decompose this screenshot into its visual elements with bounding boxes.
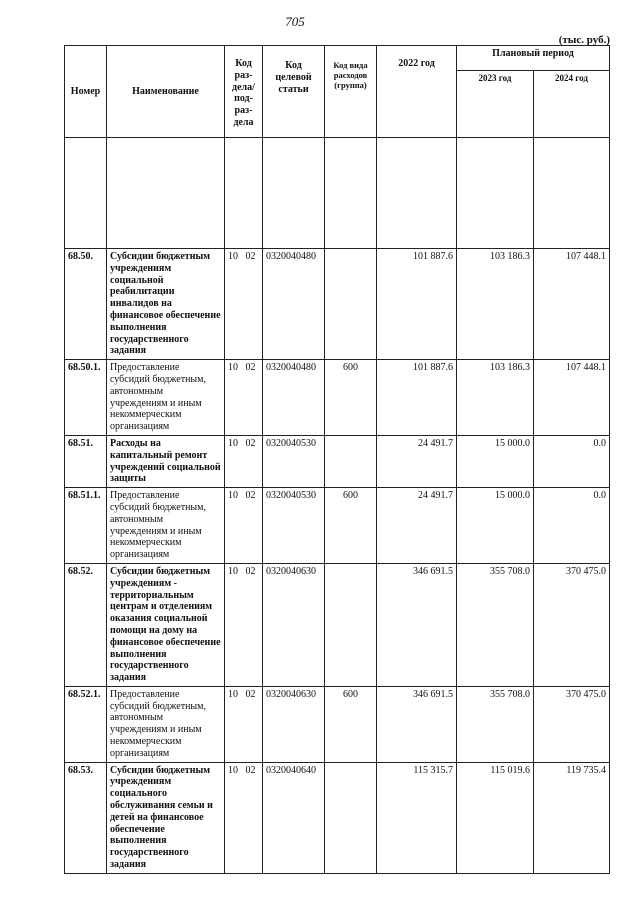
row-2022: 115 315.7 (377, 762, 457, 873)
section-code: 10 (228, 764, 238, 776)
header-target: Код целевой статьи (263, 46, 325, 138)
row-target-code: 0320040640 (263, 762, 325, 873)
row-2023: 355 708.0 (457, 686, 534, 762)
row-2022: 101 887.6 (377, 249, 457, 360)
row-2023: 103 186.3 (457, 249, 534, 360)
row-2023: 15 000.0 (457, 488, 534, 564)
header-number: Номер (65, 46, 107, 138)
table-row (65, 686, 610, 762)
subsection-code: 02 (245, 362, 256, 374)
row-2024: 107 448.1 (534, 249, 610, 360)
row-number: 68.51. (65, 435, 107, 487)
row-number: 68.52. (65, 563, 107, 686)
table-body (65, 249, 610, 874)
row-number: 68.50.1. (65, 360, 107, 436)
row-expense-code: 600 (325, 686, 377, 762)
row-expense-code (325, 762, 377, 873)
row-expense-code (325, 435, 377, 487)
table-row (65, 488, 610, 564)
subsection-code: 02 (245, 764, 256, 776)
row-2022: 101 887.6 (377, 360, 457, 436)
row-2023: 115 019.6 (457, 762, 534, 873)
table-row (65, 762, 610, 873)
row-expense-code: 600 (325, 360, 377, 436)
row-target-code: 0320040630 (263, 686, 325, 762)
row-2024: 0.0 (534, 488, 610, 564)
row-name: Предоставление субсидий бюджетным, автономным учреждениям и иным некоммерческим организациям (107, 488, 225, 564)
row-number: 68.51.1. (65, 488, 107, 564)
row-2023: 103 186.3 (457, 360, 534, 436)
row-2024: 370 475.0 (534, 686, 610, 762)
row-section-code (225, 249, 263, 360)
subsection-code: 02 (245, 490, 256, 502)
header-2024: 2024 год (534, 71, 610, 138)
row-target-code: 0320040530 (263, 435, 325, 487)
row-expense-code (325, 249, 377, 360)
row-name: Предоставление субсидий бюджетным, автономным учреждениям и иным некоммерческим организациям (107, 686, 225, 762)
row-2023: 355 708.0 (457, 563, 534, 686)
subsection-code: 02 (245, 688, 256, 700)
table-row (65, 435, 610, 487)
row-2024: 119 735.4 (534, 762, 610, 873)
row-2024: 370 475.0 (534, 563, 610, 686)
header-2023: 2023 год (457, 71, 534, 138)
row-number: 68.52.1. (65, 686, 107, 762)
row-name: Предоставление субсидий бюджетным, автономным учреждениям и иным некоммерческим организациям (107, 360, 225, 436)
row-target-code: 0320040530 (263, 488, 325, 564)
row-target-code: 0320040480 (263, 360, 325, 436)
row-target-code: 0320040480 (263, 249, 325, 360)
row-2023: 15 000.0 (457, 435, 534, 487)
row-2022: 24 491.7 (377, 435, 457, 487)
header-name: Наименование (107, 46, 225, 138)
row-expense-code: 600 (325, 488, 377, 564)
header-2022: 2022 год (377, 46, 457, 138)
row-name: Субсидии бюджетным учреждениям социального обслуживания семьи и детей на финансовое обеспечение выполнения государственного задания (107, 762, 225, 873)
subsection-code: 02 (245, 251, 256, 262)
section-code: 10 (228, 251, 238, 262)
row-section-code (225, 686, 263, 762)
budget-table (64, 45, 610, 874)
section-code: 10 (228, 362, 238, 374)
subsection-code: 02 (245, 437, 256, 449)
table-row (65, 249, 610, 360)
row-expense-code (325, 563, 377, 686)
row-name: Субсидии бюджетным учреждениям социальной реабилитации инвалидов на финансовое обеспечение выполнения государственного задания (107, 249, 225, 360)
row-section-code (225, 360, 263, 436)
header-section: Код раз-дела/ под-раз-дела (225, 46, 263, 138)
row-2022: 24 491.7 (377, 488, 457, 564)
row-2022: 346 691.5 (377, 563, 457, 686)
header-planned: Плановый период (457, 46, 610, 71)
section-code: 10 (228, 437, 238, 449)
header-expense: Код вида расходов (группа) (325, 46, 377, 138)
table-row (65, 563, 610, 686)
row-2024: 0.0 (534, 435, 610, 487)
row-section-code (225, 762, 263, 873)
row-name: Субсидии бюджетным учреждениям - территориальным центрам и отделениям оказания социальной помощи на дому на финансовое обеспечение выполнения государственного задания (107, 563, 225, 686)
section-code: 10 (228, 688, 238, 700)
row-number: 68.53. (65, 762, 107, 873)
row-target-code: 0320040630 (263, 563, 325, 686)
section-code: 10 (228, 565, 238, 577)
row-name: Расходы на капитальный ремонт учреждений социальной защиты (107, 435, 225, 487)
row-2024: 107 448.1 (534, 360, 610, 436)
section-code: 10 (228, 490, 238, 502)
row-section-code (225, 563, 263, 686)
header-gap (65, 138, 610, 249)
row-number: 68.50. (65, 249, 107, 360)
table-row (65, 360, 610, 436)
page-number: 705 (285, 14, 305, 29)
units-label: (тыс. руб.) (558, 34, 610, 46)
row-section-code (225, 488, 263, 564)
subsection-code: 02 (245, 565, 256, 577)
row-section-code (225, 435, 263, 487)
row-2022: 346 691.5 (377, 686, 457, 762)
